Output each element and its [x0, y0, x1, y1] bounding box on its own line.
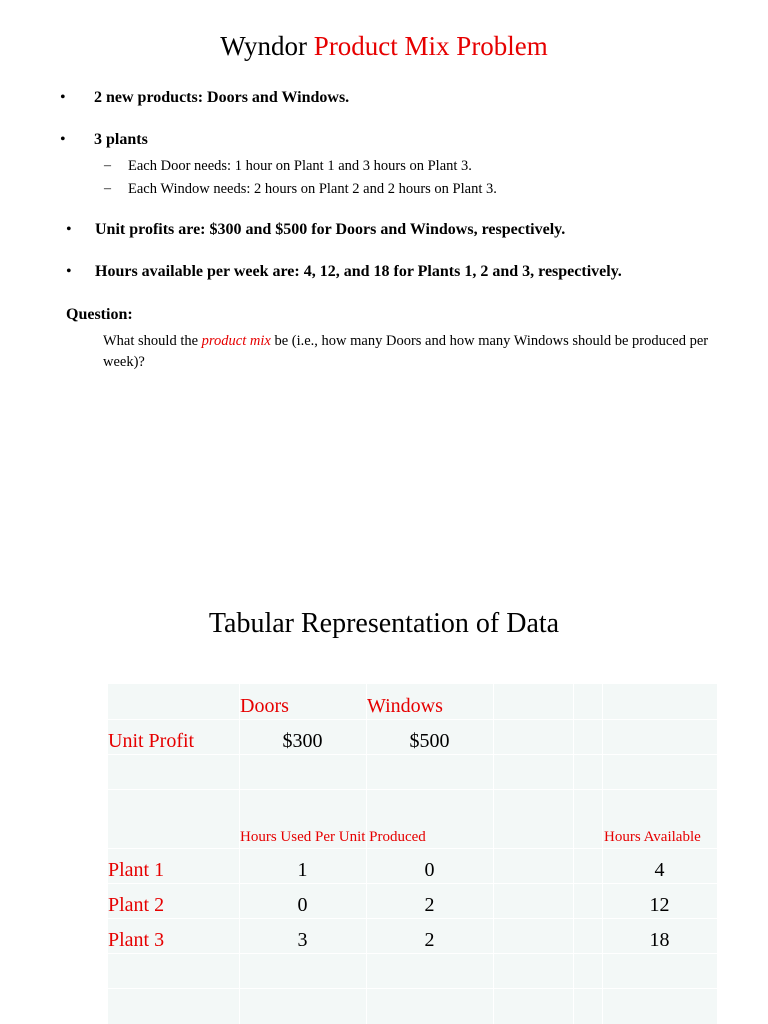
- grid-line: [108, 754, 717, 755]
- row-label-plant-3: Plant 3: [108, 929, 165, 951]
- grid-line: [493, 684, 494, 1024]
- bullet-marker: •: [60, 131, 66, 148]
- plant-2-available: 12: [649, 894, 670, 916]
- question-text: [103, 331, 733, 373]
- plant-1-windows: 0: [424, 859, 435, 881]
- row-label-plant-2: Plant 2: [108, 894, 165, 916]
- plant-2-doors: 0: [297, 894, 308, 916]
- grid-line: [108, 789, 717, 790]
- plant-1-doors: 1: [297, 859, 308, 881]
- bullet-text: 3 plants: [94, 131, 148, 148]
- grid-line: [108, 918, 717, 919]
- question-after: be (i.e., how many Doors and how many Windows should be produced per week)?: [103, 333, 709, 370]
- column-header-windows: Windows: [367, 695, 443, 717]
- table-title: Tabular Representation of Data: [208, 608, 560, 639]
- hours-used-header: Hours Used Per Unit Produced: [240, 829, 426, 845]
- grid-line: [108, 953, 717, 954]
- grid-line: [108, 848, 717, 849]
- unit-profit-windows: $500: [409, 730, 450, 752]
- bullet-text: 2 new products: Doors and Windows.: [94, 89, 350, 106]
- row-label-unit-profit: Unit Profit: [108, 730, 195, 752]
- bullet-marker: •: [66, 263, 72, 280]
- data-table: [108, 684, 717, 1024]
- grid-line: [602, 684, 603, 1024]
- question-label: Question:: [66, 306, 133, 323]
- title-product-mix: Product Mix Problem: [313, 31, 548, 61]
- slide-title: [0, 26, 768, 66]
- grid-line: [108, 988, 717, 989]
- bullet-marker: •: [66, 221, 72, 238]
- plant-3-doors: 3: [297, 929, 308, 951]
- plant-3-available: 18: [649, 929, 670, 951]
- plant-2-windows: 2: [424, 894, 435, 916]
- unit-profit-doors: $300: [282, 730, 323, 752]
- title-wyndor: Wyndor: [220, 31, 314, 61]
- grid-line: [108, 719, 717, 720]
- bullet-marker: •: [60, 89, 66, 106]
- sub-bullet-text: Each Window needs: 2 hours on Plant 2 and 2 hours on Plant 3.: [128, 181, 497, 197]
- dash-marker: –: [104, 158, 111, 173]
- grid-line: [573, 684, 574, 1024]
- question-emphasis: product mix: [201, 333, 271, 349]
- plant-1-available: 4: [654, 859, 665, 881]
- bullet-text: Unit profits are: $300 and $500 for Doors and Windows, respectively.: [95, 221, 566, 238]
- bullet-text: Hours available per week are: 4, 12, and 18 for Plants 1, 2 and 3, respectively.: [95, 263, 622, 280]
- grid-line: [108, 883, 717, 884]
- hours-available-header: Hours Available: [604, 829, 701, 845]
- sub-bullet-text: Each Door needs: 1 hour on Plant 1 and 3 hours on Plant 3.: [128, 158, 472, 174]
- dash-marker: –: [104, 181, 111, 196]
- column-header-doors: Doors: [240, 695, 289, 717]
- question-before: What should the: [103, 333, 202, 349]
- row-label-plant-1: Plant 1: [108, 859, 165, 881]
- plant-3-windows: 2: [424, 929, 435, 951]
